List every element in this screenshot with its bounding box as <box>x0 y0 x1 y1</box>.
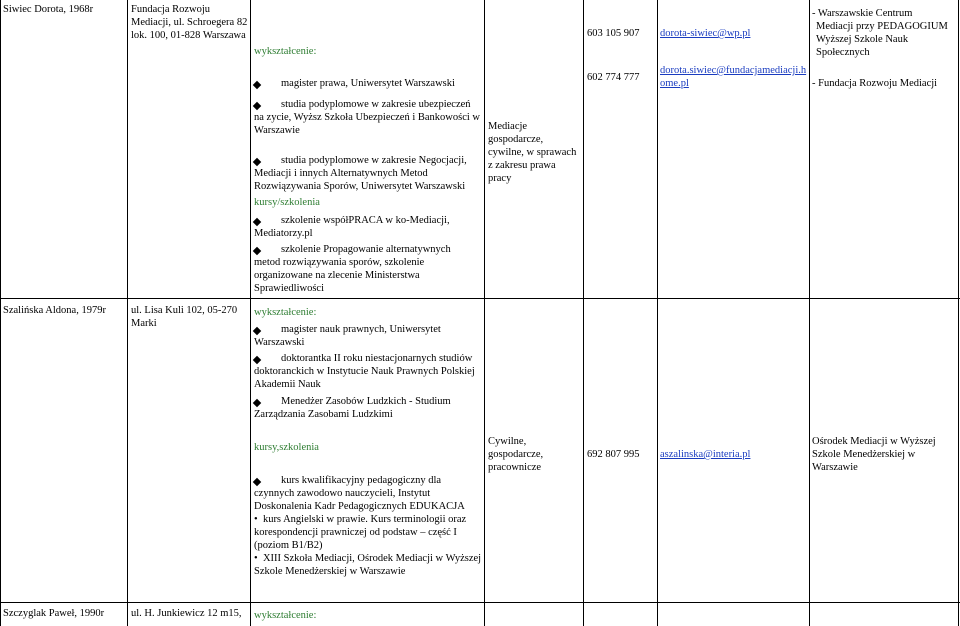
person-name: Siwiec Dorota, 1968r <box>3 4 94 15</box>
email-link[interactable]: dorota.siwiec@fundacjamediacji.h <box>660 65 807 76</box>
email-link[interactable]: dorota-siwiec@wp.pl <box>660 28 751 39</box>
course-item: • kurs Angielski w prawie. Kurs terminologii oraz <box>254 514 467 525</box>
education-label: wykształcenie: <box>254 610 317 621</box>
courses-label: kursy/szkolenia <box>254 197 320 208</box>
courses-label: kursy,szkolenia <box>254 442 319 453</box>
person-name: Szczyglak Paweł, 1990r <box>3 608 105 619</box>
course-item: • XIII Szkoła Mediacji, Ośrodek Mediacji w Wyższej <box>254 553 482 564</box>
education-label: wykształcenie: <box>254 46 317 57</box>
address: ul. H. Junkiewicz 12 m15, <box>131 608 242 619</box>
education-label: wykształcenie: <box>254 307 317 318</box>
person-name: Szalińska Aldona, 1979r <box>3 305 106 316</box>
phone-number: 602 774 777 <box>587 72 640 83</box>
email-link[interactable]: ome.pl <box>660 78 689 89</box>
education-item: magister prawa, Uniwersytet Warszawski <box>281 78 455 89</box>
phone-number: 603 105 907 <box>587 28 640 39</box>
phone-number: 692 807 995 <box>587 449 640 460</box>
email-link[interactable]: aszalinska@interia.pl <box>660 449 751 460</box>
